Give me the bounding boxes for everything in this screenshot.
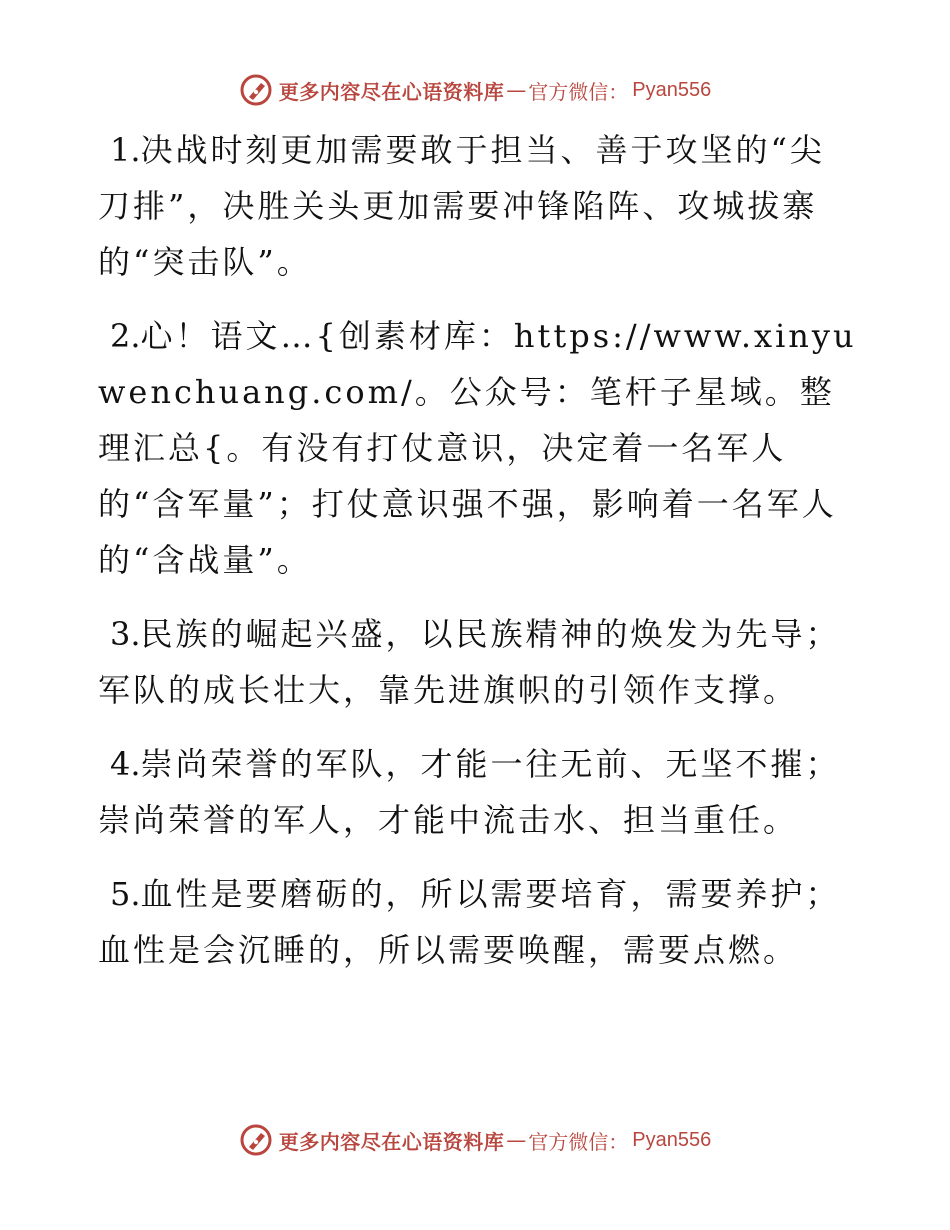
item-number: 1.	[110, 131, 141, 169]
footer-watermark	[0, 1120, 950, 1160]
item-text: 血性是要磨砺的，所以需要培育，需要养护；血性是会沉睡的，所以需要唤醒，需要点燃。	[98, 875, 841, 969]
item-number: 4.	[110, 745, 141, 783]
list-item	[98, 606, 858, 718]
list-item	[98, 866, 858, 978]
header-site-name: 更多内容尽在心语资料库	[278, 79, 505, 104]
list-item	[98, 308, 858, 588]
pen-nib-circle-icon	[239, 73, 273, 107]
document-body	[98, 122, 858, 996]
header-wechat-id: Pyan556	[632, 78, 712, 101]
footer-site-name: 更多内容尽在心语资料库	[278, 1129, 505, 1154]
header-separator: —	[506, 78, 527, 102]
list-item	[98, 736, 858, 848]
item-text: 心！语文…{创素材库：https://www.xinyuwenchuang.com/。公众号：笔杆子星域。整理汇总{。有没有打仗意识，决定着一名军人的“含军量”；打仗意识强不强，影响着一名军人的“含战量”。	[98, 317, 857, 579]
item-text: 决战时刻更加需要敢于担当、善于攻坚的“尖刀排”，决胜关头更加需要冲锋陷阵、攻城拔寨的“突击队”。	[98, 131, 825, 281]
footer-official-label: 官方微信：	[528, 1129, 629, 1154]
item-number: 3.	[110, 615, 141, 653]
header-official-label: 官方微信：	[528, 79, 629, 104]
footer-wechat-id: Pyan556	[632, 1128, 712, 1151]
pen-nib-circle-icon	[239, 1123, 273, 1157]
header-watermark	[0, 70, 950, 110]
item-number: 5.	[110, 875, 141, 913]
item-text: 崇尚荣誉的军队，才能一往无前、无坚不摧；崇尚荣誉的军人，才能中流击水、担当重任。	[98, 745, 841, 839]
item-text: 民族的崛起兴盛，以民族精神的焕发为先导；军队的成长壮大，靠先进旗帜的引领作支撑。	[98, 615, 841, 709]
footer-separator: —	[506, 1128, 527, 1152]
item-number: 2.	[110, 317, 141, 355]
list-item	[98, 122, 858, 290]
